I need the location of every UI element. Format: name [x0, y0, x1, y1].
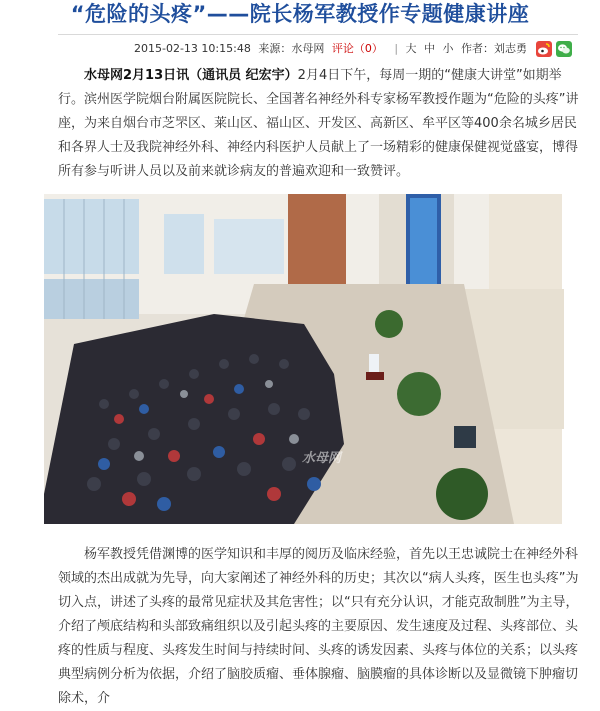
body-paragraph: 杨军教授凭借渊博的医学知识和丰厚的阅历及临床经验，首先以王忠诚院士在神经外科领域的杰出成就为先导，向大家阐述了神经外科的历史；其次以“病人头疼，医生也头疼”为切入点，讲述了头疼的最常见症状及其危害性；以“只有充分认识，才能克敌制胜”为主导，介绍了颅底结构和头部致痛组织以及引起头疼的主要原因、发生速度及过程、头疼部位、头疼的性质与程度、头疼发生时间与持续时间、头疼的诱发因素、头疼与体位的关系；以头疼典型病例分析为依据，介绍了脑胶质瘤、垂体腺瘤、脑膜瘤的具体诊断以及显微镜下肿瘤切除术，介 [58, 547, 579, 706]
article-title: “危险的头疼”——院长杨军教授作专题健康讲座 [70, 2, 530, 26]
dateline: 水母网2月13日讯（通讯员 纪宏宇） [84, 68, 298, 83]
font-size-small-button[interactable]: 小 [442, 42, 454, 55]
font-size-medium-button[interactable]: 中 [424, 42, 436, 55]
title-divider [58, 34, 578, 35]
article-meta [134, 40, 531, 58]
wechat-icon [556, 41, 572, 57]
article-source: 来源：水母网 [258, 42, 325, 55]
lecture-hall-photo [44, 194, 562, 524]
comments-link[interactable]: 评论（0） [331, 42, 383, 55]
publish-datetime: 2015-02-13 10:15:48 [134, 42, 251, 55]
photo-watermark: 水母网 [302, 451, 342, 466]
weibo-icon [536, 41, 552, 57]
weibo-share-button[interactable] [536, 41, 552, 57]
wechat-share-button[interactable] [556, 41, 572, 57]
article-author: 作者：刘志勇 [461, 42, 528, 55]
lead-text: 2月4日下午，每周一期的“健康大讲堂”如期举行。滨州医学院烟台附属医院院长、全国著名神经外科专家杨军教授作题为“危险的头疼”讲座，为来自烟台市芝罘区、莱山区、福山区、开发区、高新区、牟平区等400余名城乡居民和各界人士及我院神经外科、神经内科医护人员献上了一场精彩的健康保健视觉盛宴，博得所有参与听讲人员以及前来就诊病友的普遍欢迎和一致赞评。 [58, 68, 579, 179]
lead-paragraph [58, 64, 580, 184]
meta-separator: | [394, 42, 399, 55]
font-size-large-button[interactable]: 大 [405, 42, 417, 55]
